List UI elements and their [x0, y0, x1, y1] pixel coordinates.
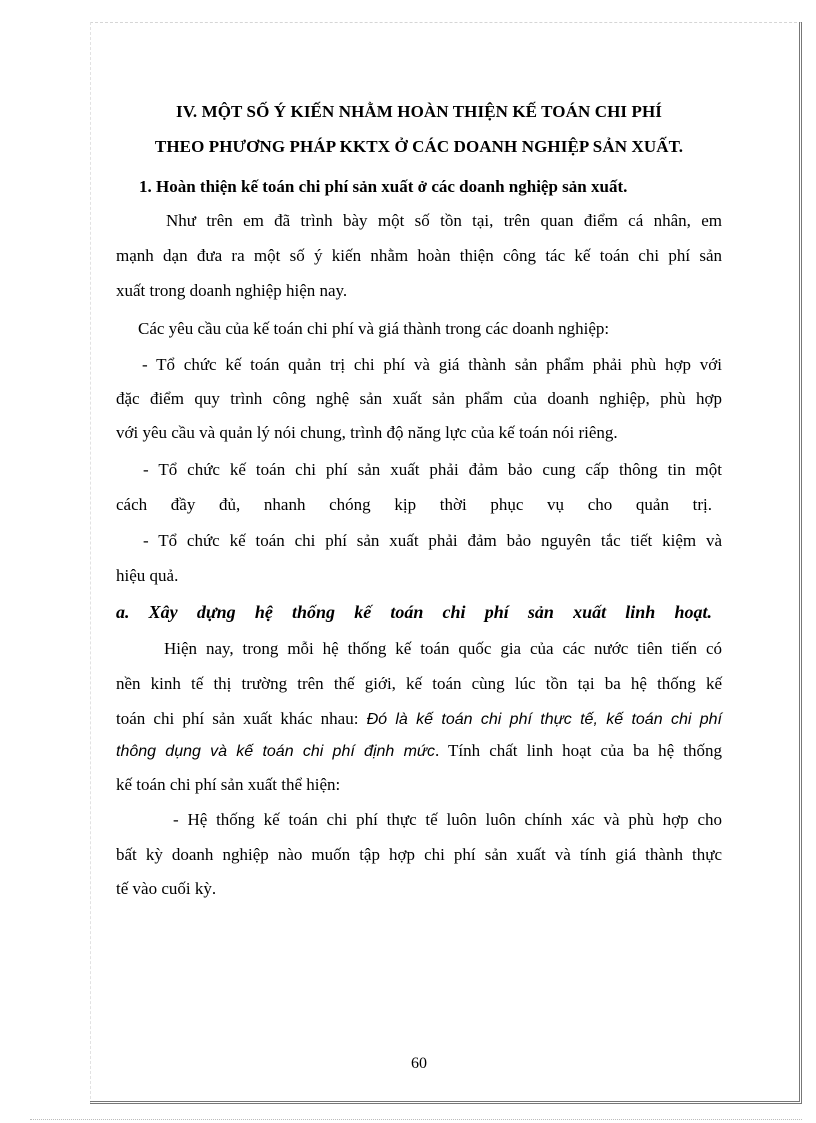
subheading-a: a. Xây dựng hệ thống kế toán chi phí sản xuất linh hoạt.: [116, 602, 712, 622]
para3-line-3: [116, 709, 722, 729]
bullet1-line-3: với yêu cầu và quản lý nói chung, trình độ năng lực của kế toán nói riêng.: [116, 423, 618, 442]
para1-line-2: mạnh dạn đưa ra một số ý kiến nhằm hoàn thiện công tác kế toán chi phí sản: [116, 246, 722, 265]
bullet2-line-1: - Tổ chức kế toán chi phí sản xuất phải đảm bảo cung cấp thông tin một: [143, 460, 722, 479]
para3-line-4-italic: thông dụng và kế toán chi phí định mức: [116, 743, 436, 760]
bullet4-line-1: - Hệ thống kế toán chi phí thực tế luôn luôn chính xác và phù hợp cho: [173, 810, 722, 829]
para1-line-3: xuất trong doanh nghiệp hiện nay.: [116, 281, 348, 300]
bullet1-line-1: - Tổ chức kế toán quản trị chi phí và giá thành sản phẩm phải phù hợp với: [142, 355, 722, 374]
section-1-heading: 1. Hoàn thiện kế toán chi phí sản xuất ở các doanh nghiệp sản xuất.: [139, 177, 628, 196]
para3-line-4-plain: . Tính chất linh hoạt của ba hệ thống: [435, 741, 722, 760]
title-line-1: IV. MỘT SỐ Ý KIẾN NHẰM HOÀN THIỆN KẾ TOÁN CHI PHÍ: [175, 102, 663, 121]
para1-line-1: Như trên em đã trình bày một số tồn tại, trên quan điểm cá nhân, em: [166, 211, 722, 230]
bullet4-line-3: tế vào cuối kỳ.: [116, 879, 217, 898]
bullet4-line-2: bất kỳ doanh nghiệp nào muốn tập hợp chi phí sản xuất và tính giá thành thực: [116, 845, 722, 864]
para3-line-2: nền kinh tế thị trường trên thế giới, kế toán cùng lúc tồn tại ba hệ thống kế: [116, 674, 722, 693]
para3-line-1: Hiện nay, trong mỗi hệ thống kế toán quốc gia của các nước tiên tiến có: [164, 639, 722, 658]
para3-line-3-plain: toán chi phí sản xuất khác nhau:: [116, 709, 367, 728]
page-number: 60: [411, 1055, 427, 1072]
bullet1-line-2: đặc điểm quy trình công nghệ sản xuất sản phẩm của doanh nghiệp, phù hợp: [116, 389, 722, 408]
para3-line-5: kế toán chi phí sản xuất thể hiện:: [116, 775, 341, 794]
title-line-2: THEO PHƯƠNG PHÁP KKTX Ở CÁC DOANH NGHIỆP SẢN XUẤT.: [154, 137, 684, 156]
bullet2-line-2: cách đầy đủ, nhanh chóng kịp thời phục vụ cho quản trị.: [116, 495, 712, 514]
bullet3-line-2: hiệu quả.: [116, 566, 179, 585]
bottom-dotted-rule: [30, 1119, 802, 1120]
page-border-top: [90, 22, 802, 23]
para3-line-3-italic: Đó là kế toán chi phí thực tế, kế toán chi phí: [366, 711, 722, 728]
page-border-left: [90, 22, 91, 1104]
para2: Các yêu cầu của kế toán chi phí và giá thành trong các doanh nghiệp:: [138, 319, 610, 338]
para3-line-4: [116, 741, 722, 761]
bullet3-line-1: - Tổ chức kế toán chi phí sản xuất phải đảm bảo nguyên tắc tiết kiệm và: [143, 531, 722, 550]
